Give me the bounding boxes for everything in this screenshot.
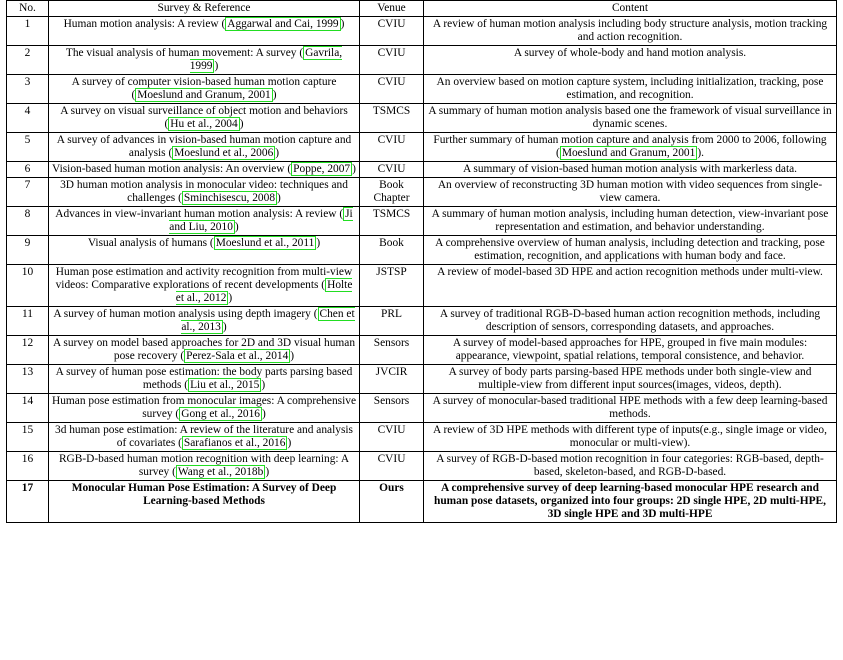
citation-link[interactable]: Liu et al., 2015 — [190, 379, 260, 391]
text-segment: A comprehensive survey of deep learning-based monocular HPE research and human pose datasets, organized into four groups: 2D single HPE, 2D multi-HPE, 3D single HPE and 3D multi-HPE — [434, 482, 826, 520]
text-segment: ) — [228, 292, 233, 304]
citation-link[interactable]: Ji and Liu, 2010 — [169, 208, 353, 233]
text-segment: ) — [340, 18, 345, 30]
cell-survey-reference — [49, 133, 360, 162]
survey-table — [6, 0, 837, 523]
cell-content — [424, 207, 837, 236]
cell-content — [424, 365, 837, 394]
table-row — [7, 394, 837, 423]
cell-content — [424, 336, 837, 365]
table-row — [7, 17, 837, 46]
cell-number: 15 — [7, 423, 49, 452]
cell-content — [424, 236, 837, 265]
cell-survey-reference — [49, 75, 360, 104]
text-segment: A survey of RGB-D-based motion recognition in four categories: RGB-based, depth-based, skeleton-based, and RGB-D-based. — [436, 453, 824, 478]
cell-venue: JSTSP — [360, 265, 424, 307]
cell-content — [424, 104, 837, 133]
text-segment: A review of model-based 3D HPE and action recognition methods under multi-view. — [437, 266, 823, 278]
citation-link[interactable]: Sarafianos et al., 2016 — [183, 437, 286, 449]
header-survey-reference: Survey & Reference — [49, 1, 360, 17]
text-segment: Monocular Human Pose Estimation: A Survey of Deep Learning-based Methods — [71, 482, 337, 507]
cell-number: 1 — [7, 17, 49, 46]
text-segment: ) — [275, 147, 280, 159]
table-row — [7, 481, 837, 523]
cell-number: 4 — [7, 104, 49, 133]
cell-survey-reference — [49, 452, 360, 481]
text-segment: Human pose estimation from monocular images: A comprehensive survey ( — [52, 395, 356, 420]
table-row — [7, 162, 837, 178]
citation-link[interactable]: Moeslund and Granum, 2001 — [561, 147, 696, 159]
text-segment: ) — [272, 89, 277, 101]
table-row — [7, 365, 837, 394]
text-segment: ) — [316, 237, 321, 249]
cell-survey-reference — [49, 481, 360, 523]
cell-survey-reference — [49, 336, 360, 365]
text-segment: ). — [697, 147, 704, 159]
text-segment: A survey of computer vision-based human motion capture ( — [71, 76, 337, 101]
text-segment: A comprehensive overview of human analysis, including detection and tracking, pose estimation, recognition, and applications with human body and face. — [435, 237, 825, 262]
text-segment: A summary of vision-based human motion analysis with markerless data. — [462, 163, 798, 175]
cell-number: 6 — [7, 162, 49, 178]
header-venue: Venue — [360, 1, 424, 17]
text-segment: ) — [290, 350, 295, 362]
cell-venue: Sensors — [360, 394, 424, 423]
cell-survey-reference — [49, 46, 360, 75]
table-row — [7, 104, 837, 133]
citation-link[interactable]: Moeslund et al., 2006 — [174, 147, 274, 159]
table-row — [7, 423, 837, 452]
cell-number: 16 — [7, 452, 49, 481]
cell-survey-reference — [49, 178, 360, 207]
cell-survey-reference — [49, 236, 360, 265]
cell-content — [424, 133, 837, 162]
cell-number: 14 — [7, 394, 49, 423]
cell-venue: CVIU — [360, 46, 424, 75]
cell-venue: TSMCS — [360, 104, 424, 133]
citation-link[interactable]: Wang et al., 2018b — [177, 466, 264, 478]
text-segment: RGB-D-based human motion recognition with deep learning: A survey ( — [58, 453, 350, 478]
cell-content — [424, 75, 837, 104]
table-row — [7, 207, 837, 236]
cell-venue: CVIU — [360, 133, 424, 162]
table-row — [7, 236, 837, 265]
cell-content — [424, 452, 837, 481]
table-row — [7, 452, 837, 481]
text-segment: A survey of advances in vision-based human motion capture and analysis ( — [56, 134, 352, 159]
cell-venue: JVCIR — [360, 365, 424, 394]
text-segment: A survey of human pose estimation: the body parts parsing based methods ( — [55, 366, 353, 391]
text-segment: Visual analysis of humans ( — [87, 237, 214, 249]
table-row — [7, 336, 837, 365]
cell-content — [424, 17, 837, 46]
header-content: Content — [424, 1, 837, 17]
cell-survey-reference — [49, 423, 360, 452]
citation-link[interactable]: Holte et al., 2012 — [175, 279, 353, 304]
table-body — [7, 17, 837, 523]
text-segment: Human motion analysis: A review ( — [63, 18, 226, 30]
cell-content — [424, 423, 837, 452]
cell-number: 8 — [7, 207, 49, 236]
cell-venue: Book — [360, 236, 424, 265]
citation-link[interactable]: Hu et al., 2004 — [170, 118, 238, 130]
text-segment: 3D human motion analysis in monocular video: techniques and challenges ( — [60, 179, 348, 204]
text-segment: ) — [222, 321, 227, 333]
cell-venue: CVIU — [360, 75, 424, 104]
text-segment: ) — [287, 437, 292, 449]
table-row — [7, 75, 837, 104]
cell-content — [424, 162, 837, 178]
cell-number: 2 — [7, 46, 49, 75]
citation-link[interactable]: Gavrila, 1999 — [189, 47, 343, 72]
text-segment: Further summary of human motion capture and analysis from 2000 to 2006, following ( — [433, 134, 827, 159]
cell-survey-reference — [49, 394, 360, 423]
cell-venue: Sensors — [360, 336, 424, 365]
text-segment: ) — [239, 118, 244, 130]
cell-venue: Book Chapter — [360, 178, 424, 207]
table-row — [7, 133, 837, 162]
citation-link[interactable]: Poppe, 2007 — [293, 163, 351, 175]
header-no: No. — [7, 1, 49, 17]
text-segment: A review of 3D HPE methods with different type of inputs(e.g., single image or video, monocular or multi-view). — [433, 424, 827, 449]
cell-survey-reference — [49, 265, 360, 307]
cell-content — [424, 178, 837, 207]
text-segment: A summary of human motion analysis, including human detection, view-invariant pose representation and estimation, and behavior understanding. — [431, 208, 829, 233]
text-segment: A survey of traditional RGB-D-based human action recognition methods, including description of sensors, corresponding datasets, and approaches. — [439, 308, 821, 333]
text-segment: A survey of whole-body and hand motion analysis. — [513, 47, 747, 59]
cell-number: 17 — [7, 481, 49, 523]
text-segment: A survey of body parts parsing-based HPE methods under both single-view and multiple-view from different input sources(images, videos, depth). — [448, 366, 812, 391]
text-segment: An overview based on motion capture system, including initialization, tracking, pose estimation, and recognition. — [436, 76, 824, 101]
text-segment: ) — [265, 466, 270, 478]
text-segment: A survey of human motion analysis using depth imagery ( — [53, 308, 318, 320]
cell-content — [424, 307, 837, 336]
cell-number: 12 — [7, 336, 49, 365]
citation-link[interactable]: Moeslund et al., 2011 — [215, 237, 315, 249]
text-segment: ) — [277, 192, 281, 204]
text-segment: ) — [261, 379, 266, 391]
cell-content — [424, 481, 837, 523]
cell-venue: CVIU — [360, 423, 424, 452]
cell-venue: CVIU — [360, 452, 424, 481]
cell-survey-reference — [49, 207, 360, 236]
citation-link[interactable]: Aggarwal and Cai, 1999 — [227, 18, 339, 30]
cell-venue: CVIU — [360, 162, 424, 178]
text-segment: ) — [234, 221, 239, 233]
text-segment: A survey on model based approaches for 2D and 3D visual human pose recovery ( — [52, 337, 356, 362]
cell-content — [424, 46, 837, 75]
cell-content — [424, 394, 837, 423]
cell-survey-reference — [49, 365, 360, 394]
text-segment: ) — [352, 163, 356, 175]
text-segment: 3d human pose estimation: A review of the literature and analysis of covariates ( — [55, 424, 353, 449]
text-segment: Vision-based human motion analysis: An overview ( — [52, 163, 292, 175]
cell-venue: Ours — [360, 481, 424, 523]
cell-number: 7 — [7, 178, 49, 207]
cell-number: 10 — [7, 265, 49, 307]
cell-survey-reference — [49, 17, 360, 46]
citation-link[interactable]: Gong et al., 2016 — [181, 408, 260, 420]
text-segment: An overview of reconstructing 3D human motion with video sequences from single-view camera. — [437, 179, 823, 204]
table-row — [7, 178, 837, 207]
citation-link[interactable]: Chen et al., 2013 — [181, 308, 355, 333]
cell-number: 5 — [7, 133, 49, 162]
cell-survey-reference — [49, 162, 360, 178]
text-segment: A survey of monocular-based traditional HPE methods with a few deep learning-based methods. — [432, 395, 828, 420]
cell-venue: CVIU — [360, 17, 424, 46]
text-segment: A survey of model-based approaches for HPE, grouped in five main modules: appearance, viewpoint, spatial relations, temporal consistence, and behavior. — [452, 337, 808, 362]
citation-link[interactable]: Sminchisescu, 2008 — [183, 192, 276, 204]
text-segment: A survey on visual surveillance of object motion and behaviors ( — [60, 105, 348, 130]
citation-link[interactable]: Moeslund and Granum, 2001 — [137, 89, 271, 101]
cell-content — [424, 265, 837, 307]
text-segment: A review of human motion analysis including body structure analysis, motion tracking and action recognition. — [432, 18, 828, 43]
text-segment: ) — [214, 60, 219, 72]
header-row — [7, 1, 837, 17]
cell-survey-reference — [49, 104, 360, 133]
text-segment: A summary of human motion analysis based one the framework of visual surveillance in dynamic scenes. — [428, 105, 832, 130]
citation-link[interactable]: Perez-Sala et al., 2014 — [186, 350, 289, 362]
text-segment: The visual analysis of human movement: A survey ( — [65, 47, 304, 59]
cell-number: 11 — [7, 307, 49, 336]
text-segment: Advances in view-invariant human motion analysis: A review ( — [55, 208, 344, 220]
cell-survey-reference — [49, 307, 360, 336]
table-row — [7, 307, 837, 336]
table-row — [7, 46, 837, 75]
text-segment: Human pose estimation and activity recognition from multi-view videos: Comparative explorations of recent developments ( — [55, 266, 353, 291]
cell-number: 9 — [7, 236, 49, 265]
table-row — [7, 265, 837, 307]
cell-venue: TSMCS — [360, 207, 424, 236]
cell-number: 3 — [7, 75, 49, 104]
cell-venue: PRL — [360, 307, 424, 336]
cell-number: 13 — [7, 365, 49, 394]
text-segment: ) — [262, 408, 266, 420]
